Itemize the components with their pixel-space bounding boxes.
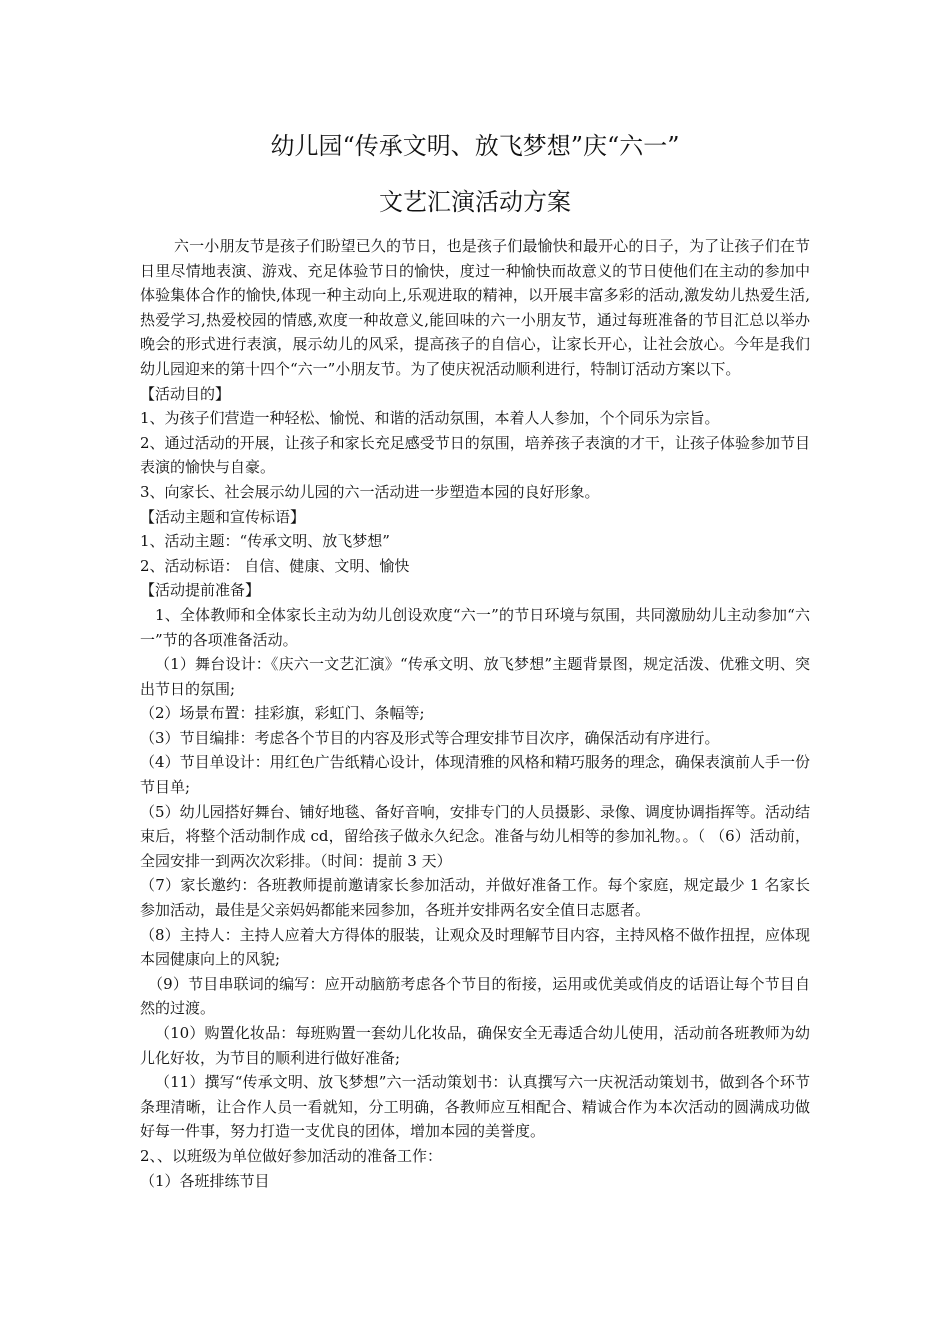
preparation-subitem-1: （1）舞台设计：《庆六一文艺汇演》“传承文明、放飞梦想”主题背景图，规定活泼、优雅文明、突出节日的氛围; [140,655,810,698]
document-title-line1: 幼儿园“传承文明、放飞梦想”庆“六一” [270,132,680,160]
preparation-subitem-8: （8）主持人：主持人应着大方得体的服装，让观众及时理解节目内容，主持风格不做作扭捏，应体现本园健康向上的风貌; [140,925,810,969]
intro-paragraph: 六一小朋友节是孩子们盼望已久的节日，也是孩子们最愉快和最开心的日子，为了让孩子们在节日里尽情地表演、游戏、充足体验节日的愉快，度过一种愉快而故意义的节日使他们在主动的参加中体验集体合作的愉快,体现一种主动向上,乐观进取的精神，以开展丰富多彩的活动,激发幼儿热爱生活,热爱学习,热爱校园的情感,欢度一种故意义,能回味的六一小朋友节，通过每班准备的节目汇总以举办晚会的形式进行表演，展示幼儿的风采，提高孩子的自信心，让家长开心，让社会放心。今年是我们幼儿园迎来的第十四个“六一”小朋友节。为了使庆祝活动顺利进行，特制订活动方案以下。 [140,237,810,378]
preparation-subitem-7: （7）家长邀约：各班教师提前邀请家长参加活动，并做好准备工作。每个家庭，规定最少 1 名家长参加活动，最佳是父亲妈妈都能来园参加，各班并安排两名安全值日志愿者。 [140,876,810,920]
section-heading-preparation: 【活动提前准备】 [140,581,261,600]
preparation-subitem-11: （11）撰写“传承文明、放飞梦想”六一活动策划书：认真撰写六一庆祝活动策划书，做到各个环节条理清晰，让合作人员一看就知，分工明确，各教师应互相配合、精诚合作为本次活动的圆满成功做好每一件事，努力打造一支优良的团体，增加本园的美誉度。 [140,1073,810,1141]
purpose-item-2: 2、通过活动的开展，让孩子和家长充足感受节日的氛围，培养孩子表演的才干，让孩子体验参加节目表演的愉快与自豪。 [140,433,810,477]
document-page [140,118,810,1193]
document-title-line2: 文艺汇演活动方案 [379,188,571,216]
theme-item-2: 2、活动标语： 自信、健康、文明、愉快 [140,556,410,575]
purpose-item-1: 1、为孩子们营造一种轻松、愉悦、和谐的活动氛围，本着人人参加，个个同乐为宗旨。 [140,409,720,428]
section-heading-purpose: 【活动目的】 [140,384,231,403]
preparation-subitem-10: （10）购置化妆品：每班购置一套幼儿化妆品，确保安全无毒适合幼儿使用，活动前各班教师为幼儿化好妆，为节目的顺利进行做好准备; [140,1024,810,1067]
section-heading-theme: 【活动主题和宣传标语】 [140,507,306,526]
preparation-subitem-4: （4）节目单设计：用红色广告纸精心设计，体现清雅的风格和精巧服务的理念，确保表演前人手一份节目单; [140,753,810,797]
preparation-item-2: 2、、以班级为单位做好参加活动的准备工作： [140,1146,443,1165]
purpose-item-3: 3、向家长、社会展示幼儿园的六一活动进一步塑造本园的良好形象。 [140,482,600,501]
class-preparation-subitem-1: （1）各班排练节目 [140,1171,270,1190]
document-body [140,234,810,1193]
preparation-item-1: 1、全体教师和全体家长主动为幼儿创设欢度“六一”的节日环境与氛围，共同激励幼儿主动参加“六一”节的各项准备活动。 [140,605,810,649]
preparation-subitem-2: （2）场景布置：挂彩旗，彩虹门、条幅等; [140,704,425,723]
preparation-subitem-5: （5）幼儿园搭好舞台、铺好地毯、备好音响，安排专门的人员摄影、录像、调度协调指挥等。活动结束后，将整个活动制作成 cd，留给孩子做永久纪念。准备与幼儿相等的参加礼物。。（ （6）活动前，全园安排一到两次次彩排。（时间：提前 3 天） [140,802,810,870]
preparation-subitem-9: （9）节目串联词的编写：应开动脑筋考虑各个节目的衔接，运用或优美或俏皮的话语让每个节目自然的过渡。 [140,974,810,1018]
theme-item-1: 1、活动主题：“传承文明、放飞梦想” [140,532,390,551]
preparation-subitem-3: （3）节目编排：考虑各个节目的内容及形式等合理安排节目次序，确保活动有序进行。 [140,728,720,747]
